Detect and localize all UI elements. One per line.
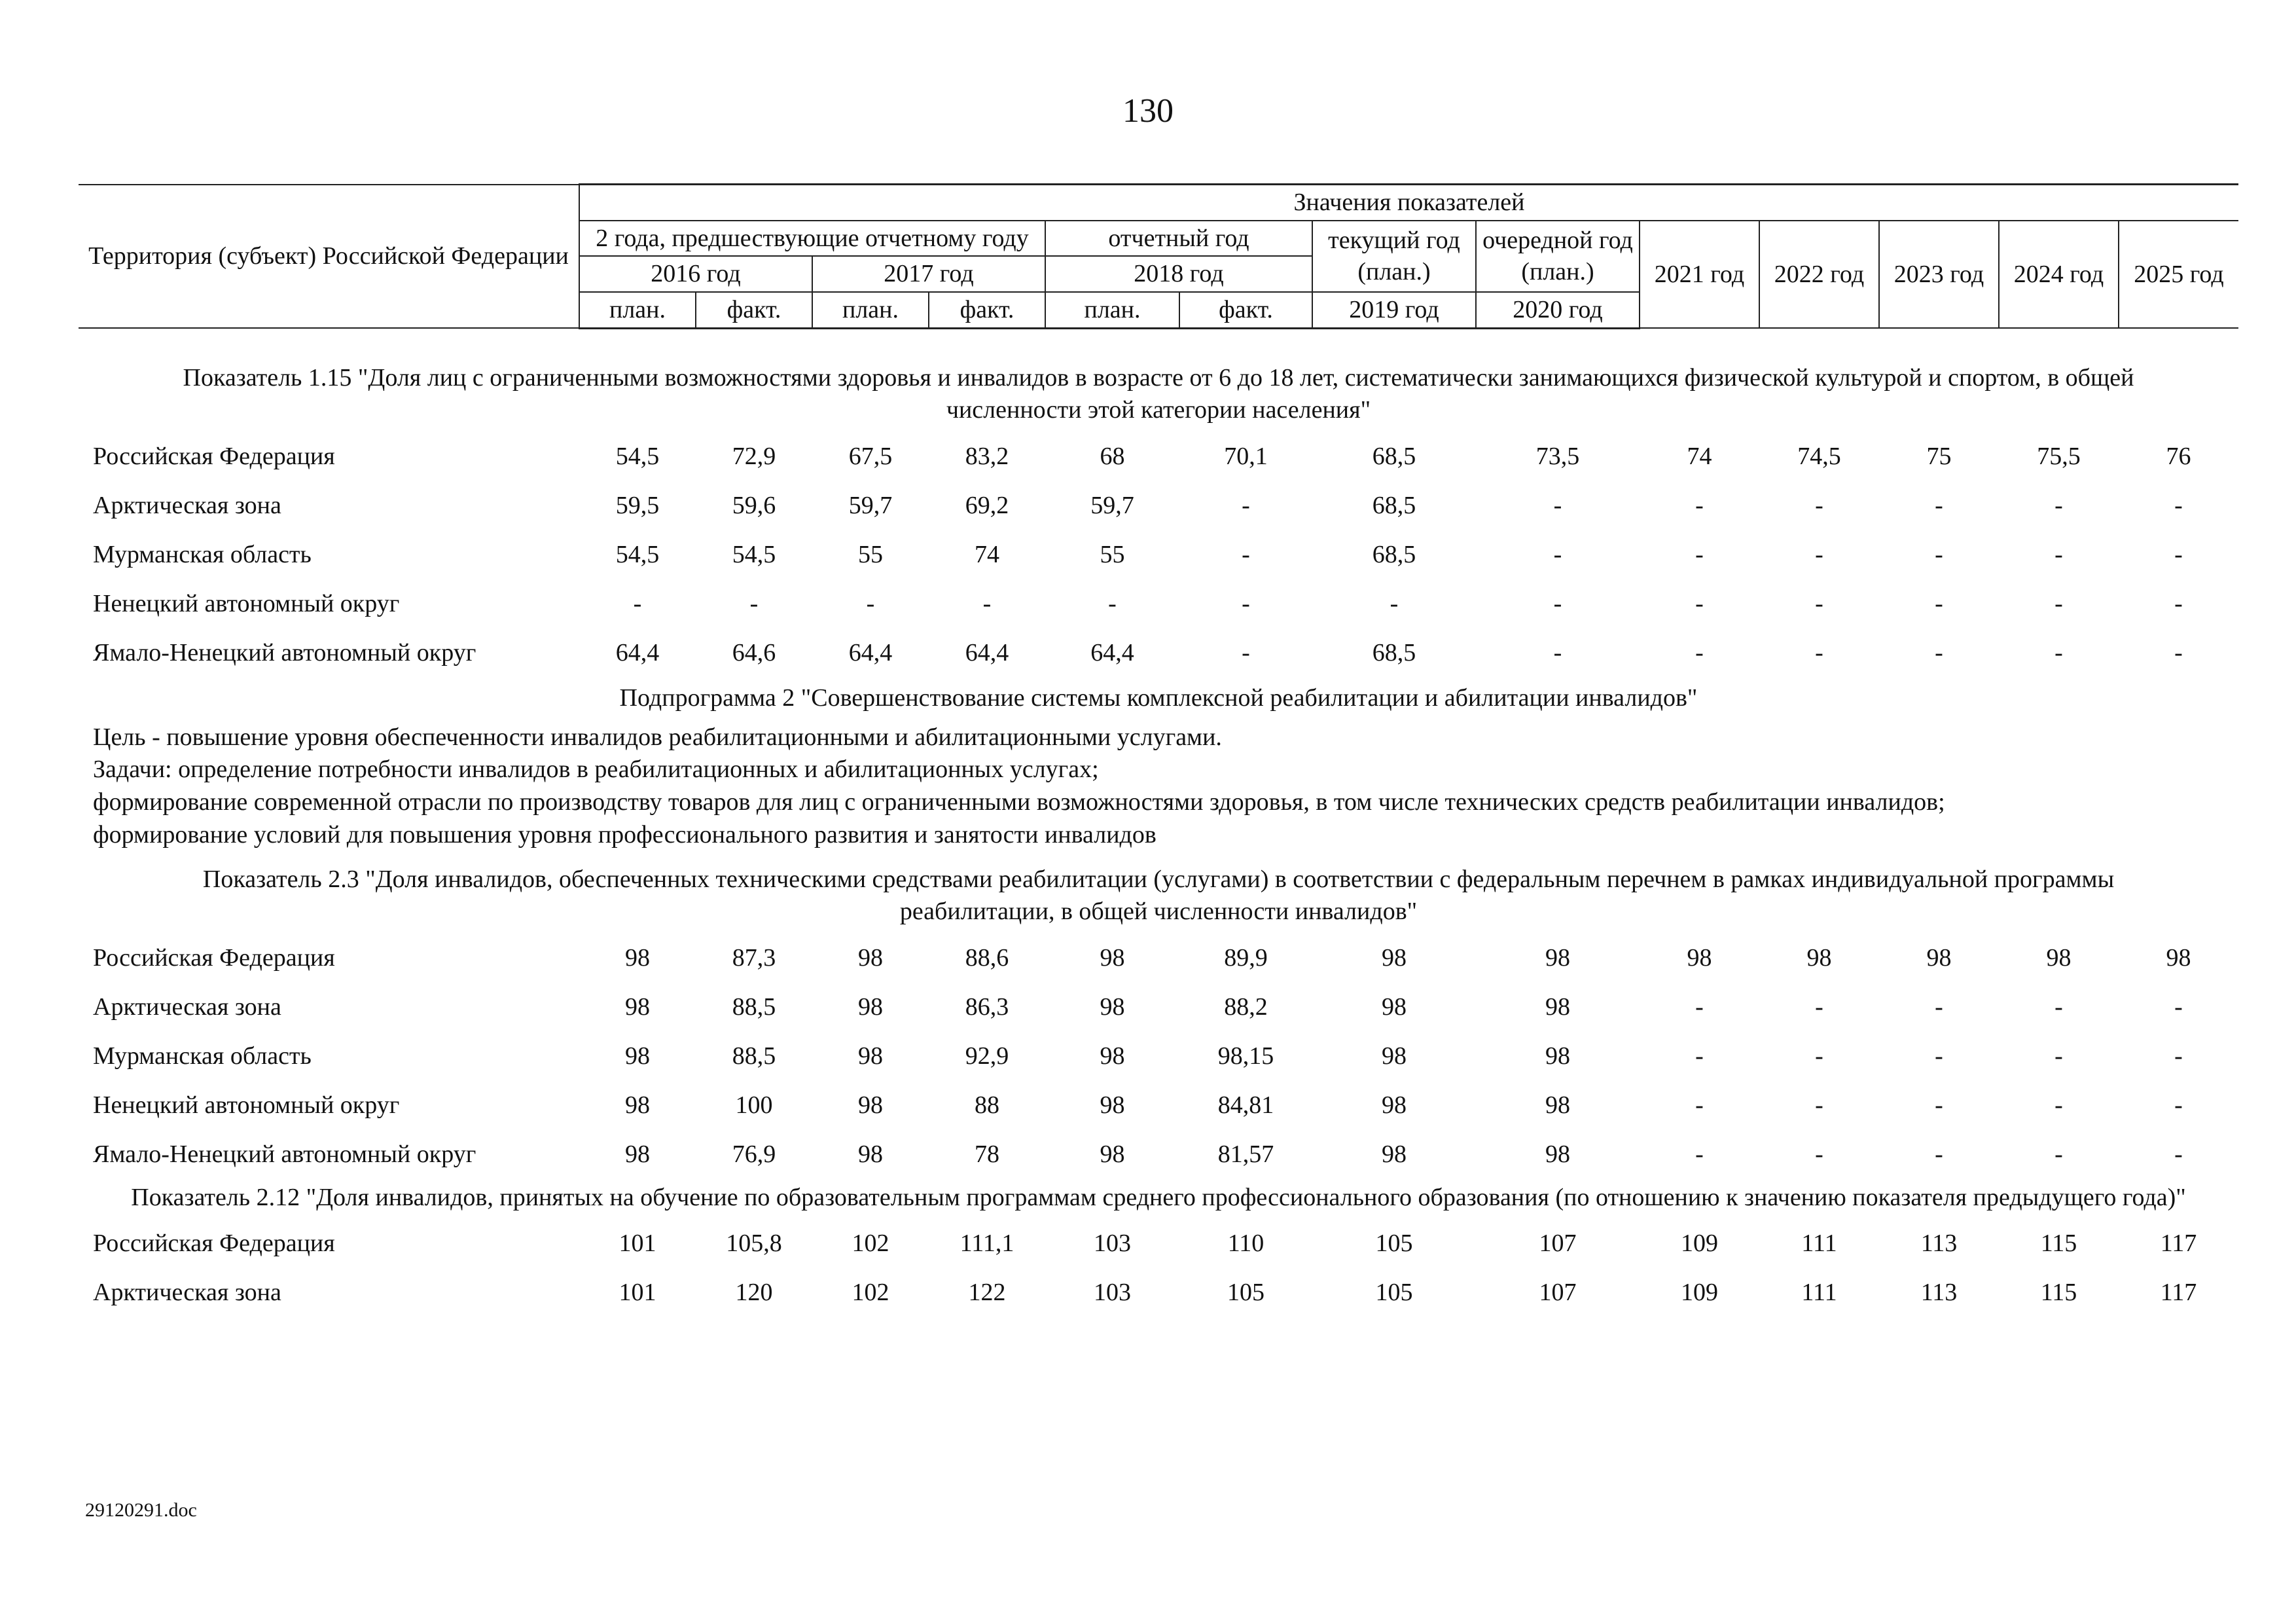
table-cell: - (2054, 491, 2063, 519)
indicator-2-3-caption: Показатель 2.3 "Доля инвалидов, обеспеченных техническими средствами реабилитации (услугами) в соответствии с федеральным перечнем в рамках индивидуальной программы реабилитации, в общей численности инвалидов" (202, 865, 2115, 926)
table-cell: 64,4 (1090, 638, 1134, 666)
header-2018: 2018 год (1045, 256, 1312, 292)
header-territory: Территория (субъект) Российской Федерации (79, 185, 579, 329)
table-cell: 55 (1100, 540, 1125, 568)
table-cell: 98 (1100, 1091, 1125, 1120)
table-cell: - (1695, 491, 1704, 519)
table-cell: - (1815, 589, 1823, 617)
table-cell: 105 (1375, 1230, 1413, 1258)
table-cell: - (1553, 540, 1562, 568)
table-row (79, 1081, 2238, 1130)
table-cell: 105 (1227, 1279, 1265, 1307)
table-cell: 98 (1100, 944, 1125, 972)
row-territory-name: Мурманская область (93, 1042, 312, 1070)
indicator-2-12-table (79, 1219, 2238, 1317)
table-cell: 54,5 (732, 540, 776, 568)
table-cell: 70,1 (1224, 442, 1268, 470)
table-cell: - (2174, 491, 2183, 519)
table-cell: 74 (1687, 442, 1712, 470)
row-territory-name: Ненецкий автономный округ (93, 1091, 400, 1120)
table-cell: 98 (1382, 1042, 1407, 1070)
table-cell: - (2054, 1042, 2063, 1070)
table-cell: 75,5 (2037, 442, 2081, 470)
table-cell: 102 (852, 1279, 889, 1307)
table-cell: - (1935, 1091, 1943, 1120)
table-cell: 68,5 (1372, 442, 1416, 470)
task-text: Задачи: определение потребности инвалидов в реабилитационных и абилитационных услугах; (93, 756, 1099, 784)
table-cell: - (2054, 540, 2063, 568)
table-cell: - (982, 589, 992, 617)
table-cell: 89,9 (1224, 944, 1268, 972)
header-current-year: текущий год (план.) (1312, 221, 1476, 292)
table-cell: 100 (735, 1091, 773, 1120)
header-2021: 2021 год (1640, 221, 1759, 328)
table-cell: 64,6 (732, 638, 776, 666)
table-cell: - (1108, 589, 1117, 617)
table-cell: 98 (858, 1091, 883, 1120)
table-cell: - (1935, 1140, 1943, 1169)
table-cell: 98 (1382, 1140, 1407, 1169)
table-cell: 98 (625, 993, 650, 1021)
table-cell: 98 (1382, 993, 1407, 1021)
row-territory-name: Арктическая зона (93, 1279, 281, 1307)
table-cell: - (2174, 1091, 2183, 1120)
row-territory-name: Ямало-Ненецкий автономный округ (93, 638, 476, 666)
indicator-1-15-table (79, 431, 2238, 677)
header-prev-years: 2 года, предшествующие отчетному году (579, 221, 1045, 257)
table-cell: 98 (1100, 993, 1125, 1021)
table-cell: 103 (1094, 1230, 1131, 1258)
table-cell: - (1553, 638, 1562, 666)
table-cell: - (1695, 540, 1704, 568)
header-2024: 2024 год (1999, 221, 2119, 328)
table-cell: - (1695, 1140, 1704, 1169)
table-cell: 98 (1545, 1140, 1570, 1169)
table-cell: - (2174, 993, 2183, 1021)
table-cell: - (1695, 993, 1704, 1021)
header-fact: факт. (929, 292, 1045, 328)
table-cell: 98 (858, 944, 883, 972)
row-territory-name: Российская Федерация (93, 442, 335, 470)
table-cell: - (1695, 589, 1704, 617)
table-cell: 111 (1801, 1230, 1837, 1258)
table-cell: - (1815, 638, 1823, 666)
table-cell: 64,4 (615, 638, 660, 666)
page-number: 130 (1122, 92, 1174, 130)
table-cell: 113 (1920, 1230, 1958, 1258)
table-row (79, 1219, 2238, 1268)
table-cell: 64,4 (965, 638, 1009, 666)
table-cell: 67,5 (848, 442, 893, 470)
table-cell: 101 (619, 1230, 656, 1258)
table-cell: - (1935, 1042, 1943, 1070)
table-cell: - (1935, 638, 1943, 666)
table-cell: - (2054, 638, 2063, 666)
table-cell: 78 (975, 1140, 999, 1169)
table-cell: 107 (1539, 1279, 1577, 1307)
header-report-year: отчетный год (1045, 221, 1312, 257)
table-cell: 54,5 (615, 442, 660, 470)
table-cell: - (2054, 1140, 2063, 1169)
document-sheet (79, 183, 2238, 1317)
table-cell: - (1815, 993, 1823, 1021)
table-cell: 86,3 (965, 993, 1009, 1021)
table-cell: 98 (1687, 944, 1712, 972)
table-cell: - (1815, 491, 1823, 519)
table-cell: 98 (1382, 1091, 1407, 1120)
table-cell: 98 (1100, 1140, 1125, 1169)
table-cell: 98 (1382, 944, 1407, 972)
table-cell: 98 (1545, 1091, 1570, 1120)
task-text: формирование современной отрасли по производству товаров для лиц с ограниченными возможностями здоровья, в том числе технических средств реабилитации инвалидов; (93, 788, 1945, 816)
table-cell: 76,9 (732, 1140, 776, 1169)
table-cell: 98 (2166, 944, 2191, 972)
indicator-2-12-caption: Показатель 2.12 "Доля инвалидов, принятых на обучение по образовательным программам среднего профессионального образования (по отношению к значению показателя предыдущего года)" (131, 1183, 2186, 1211)
table-row (79, 1032, 2238, 1081)
table-cell: - (1815, 1140, 1823, 1169)
table-cell: - (1242, 638, 1250, 666)
table-row (79, 431, 2238, 481)
header-plan: план. (1045, 292, 1179, 328)
task-text: формирование условий для повышения уровня профессионального развития и занятости инвалидов (93, 820, 1157, 848)
table-cell: 111 (1801, 1279, 1837, 1307)
row-territory-name: Российская Федерация (93, 944, 335, 972)
table-cell: 98 (1545, 1042, 1570, 1070)
table-cell: 68,5 (1372, 638, 1416, 666)
table-cell: 98 (2046, 944, 2072, 972)
table-cell: 59,5 (615, 491, 660, 519)
table-cell: 88,5 (732, 1042, 776, 1070)
header-fact: факт. (1179, 292, 1312, 328)
table-cell: 120 (735, 1279, 773, 1307)
table-cell: - (1553, 589, 1562, 617)
table-cell: 115 (2040, 1230, 2077, 1258)
header-next-year-num: 2020 год (1476, 292, 1640, 328)
header-2022: 2022 год (1759, 221, 1879, 328)
table-cell: 74 (975, 540, 999, 568)
header-plan: план. (579, 292, 696, 328)
table-cell: 88,5 (732, 993, 776, 1021)
header-2023: 2023 год (1879, 221, 1999, 328)
table-cell: - (1935, 491, 1943, 519)
table-cell: - (1695, 638, 1704, 666)
table-cell: - (1242, 540, 1250, 568)
header-next-year: очередной год (план.) (1476, 221, 1640, 292)
table-cell: 105 (1375, 1279, 1413, 1307)
table-cell: - (2174, 638, 2183, 666)
table-cell: 110 (1227, 1230, 1265, 1258)
table-cell: 68,5 (1372, 491, 1416, 519)
table-cell: 72,9 (732, 442, 776, 470)
table-cell: 69,2 (965, 491, 1009, 519)
document-filename: 29120291.doc (85, 1499, 197, 1521)
table-cell: - (1390, 589, 1399, 617)
table-cell: 59,7 (1090, 491, 1134, 519)
table-cell: 105,8 (726, 1230, 782, 1258)
table-cell: 109 (1681, 1230, 1718, 1258)
table-cell: - (866, 589, 875, 617)
indicator-1-15-caption: Показатель 1.15 "Доля лиц с ограниченными возможностями здоровья и инвалидов в возрасте от 6 до 18 лет, систематически занимающихся физической культурой и спортом, в общей численности этой категории населения" (183, 363, 2134, 424)
table-cell: 98 (1545, 993, 1570, 1021)
row-territory-name: Российская Федерация (93, 1230, 335, 1258)
table-cell: 98 (625, 1091, 650, 1120)
table-row (79, 934, 2238, 983)
table-cell: - (633, 589, 642, 617)
row-territory-name: Арктическая зона (93, 993, 281, 1021)
table-cell: 76 (2166, 442, 2191, 470)
table-cell: 75 (1926, 442, 1952, 470)
subprogram-2-caption: Подпрограмма 2 "Совершенствование системы комплексной реабилитации и абилитации инвалидов" (619, 684, 1698, 712)
row-territory-name: Ненецкий автономный округ (93, 589, 400, 617)
table-cell: 98 (858, 993, 883, 1021)
header-2017: 2017 год (812, 256, 1045, 292)
table-cell: - (2174, 1140, 2183, 1169)
table-cell: 83,2 (965, 442, 1009, 470)
table-row (79, 628, 2238, 677)
table-cell: - (1815, 1042, 1823, 1070)
table-cell: 107 (1539, 1230, 1577, 1258)
table-row (79, 1268, 2238, 1317)
table-cell: 98,15 (1217, 1042, 1274, 1070)
table-cell: - (2174, 589, 2183, 617)
table-cell: 88,6 (965, 944, 1009, 972)
table-cell: 68 (1100, 442, 1125, 470)
table-cell: 98 (1100, 1042, 1125, 1070)
table-cell: - (2054, 993, 2063, 1021)
header-values: Значения показателей (579, 185, 2238, 221)
header-plan: план. (812, 292, 929, 328)
table-cell: 98 (625, 1042, 650, 1070)
table-cell: - (1935, 589, 1943, 617)
table-cell: 117 (2160, 1279, 2197, 1307)
table-cell: - (1695, 1042, 1704, 1070)
row-territory-name: Ямало-Ненецкий автономный округ (93, 1140, 476, 1169)
table-cell: - (2054, 1091, 2063, 1120)
table-header (79, 183, 2238, 329)
indicator-2-3-table (79, 934, 2238, 1179)
table-cell: - (2054, 589, 2063, 617)
table-cell: 73,5 (1535, 442, 1580, 470)
table-cell: 59,7 (848, 491, 893, 519)
row-territory-name: Мурманская область (93, 540, 312, 568)
table-cell: 115 (2040, 1279, 2077, 1307)
table-cell: - (1815, 1091, 1823, 1120)
table-cell: 98 (1806, 944, 1832, 972)
table-cell: 68,5 (1372, 540, 1416, 568)
goal-text: Цель - повышение уровня обеспеченности инвалидов реабилитационными и абилитационными услугами. (93, 723, 1222, 751)
table-row (79, 1130, 2238, 1179)
table-cell: 109 (1681, 1279, 1718, 1307)
table-cell: - (1935, 993, 1943, 1021)
table-cell: - (749, 589, 759, 617)
table-row (79, 579, 2238, 628)
table-cell: - (2174, 1042, 2183, 1070)
table-cell: 122 (968, 1279, 1006, 1307)
table-row (79, 983, 2238, 1032)
table-cell: 102 (852, 1230, 889, 1258)
table-cell: 117 (2160, 1230, 2197, 1258)
table-cell: 98 (858, 1140, 883, 1169)
table-cell: 81,57 (1217, 1140, 1274, 1169)
header-current-year-num: 2019 год (1312, 292, 1476, 328)
table-cell: 98 (625, 944, 650, 972)
table-cell: - (1815, 540, 1823, 568)
table-cell: 103 (1094, 1279, 1131, 1307)
header-2025: 2025 год (2119, 221, 2238, 328)
table-cell: 98 (858, 1042, 883, 1070)
table-cell: - (1242, 491, 1250, 519)
header-fact: факт. (696, 292, 812, 328)
table-cell: - (1242, 589, 1250, 617)
table-cell: - (1695, 1091, 1704, 1120)
table-cell: 74,5 (1797, 442, 1841, 470)
row-territory-name: Арктическая зона (93, 491, 281, 519)
table-cell: 59,6 (732, 491, 776, 519)
table-cell: - (2174, 540, 2183, 568)
table-cell: - (1553, 491, 1562, 519)
subprogram-goals (79, 721, 2238, 852)
table-cell: 88,2 (1224, 993, 1268, 1021)
table-cell: 92,9 (965, 1042, 1009, 1070)
table-cell: 87,3 (732, 944, 776, 972)
table-cell: 98 (625, 1140, 650, 1169)
table-row (79, 481, 2238, 530)
table-cell: 54,5 (615, 540, 660, 568)
table-cell: 88 (975, 1091, 999, 1120)
table-cell: 64,4 (848, 638, 893, 666)
table-cell: 98 (1545, 944, 1570, 972)
table-cell: 101 (619, 1279, 656, 1307)
table-cell: 98 (1926, 944, 1952, 972)
table-cell: 55 (858, 540, 883, 568)
table-cell: 113 (1920, 1279, 1958, 1307)
table-cell: 84,81 (1217, 1091, 1274, 1120)
table-cell: 111,1 (960, 1230, 1014, 1258)
table-row (79, 530, 2238, 579)
table-cell: - (1935, 540, 1943, 568)
header-2016: 2016 год (579, 256, 812, 292)
